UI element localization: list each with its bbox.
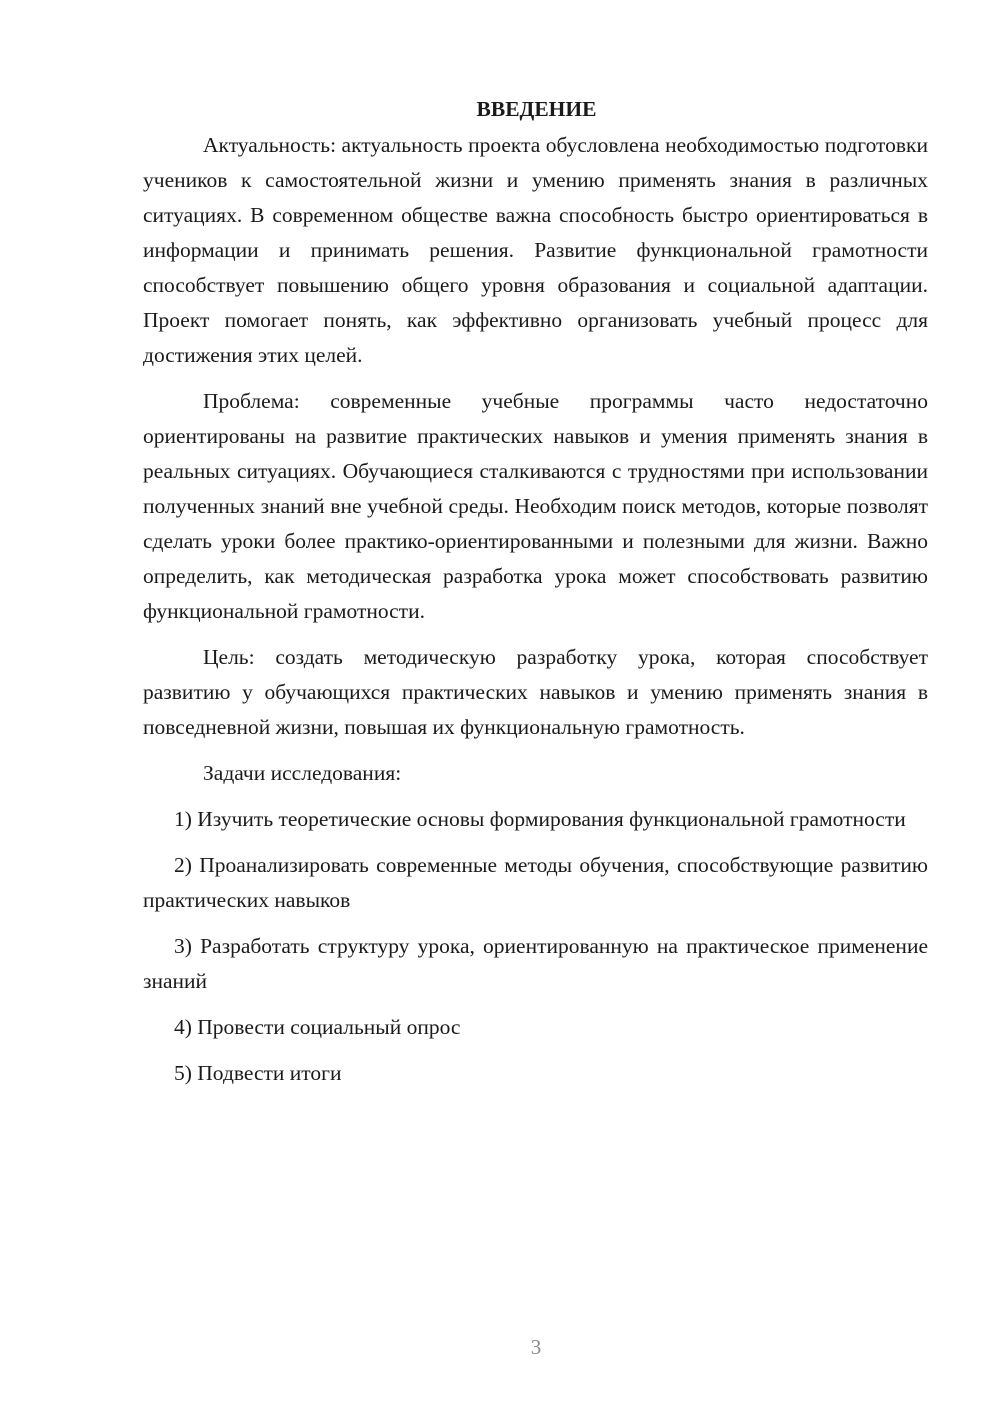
section-title: ВВЕДЕНИЕ	[476, 97, 597, 121]
page-content	[143, 92, 928, 1091]
paragraph-relevance: Актуальность: актуальность проекта обусловлена необходимостью подготовки учеников к самостоятельной жизни и умению применять знания в различных ситуациях. В современном обществе важна способность быстро ориентироваться в информации и принимать решения. Развитие функциональной грамотности способствует повышению общего уровня образования и социальной адаптации. Проект помогает понять, как эффективно организовать учебный процесс для достижения этих целей.	[143, 133, 928, 367]
paragraph-problem: Проблема: современные учебные программы часто недостаточно ориентированы на развитие практических навыков и умения применять знания в реальных ситуациях. Обучающиеся сталкиваются с трудностями при использовании полученных знаний вне учебной среды. Необходим поиск методов, которые позволят сделать уроки более практико-ориентированными и полезными для жизни. Важно определить, как методическая разработка урока может способствовать развитию функциональной грамотности.	[143, 389, 928, 623]
paragraph-goal: Цель: создать методическую разработку урока, которая способствует развитию у обучающихся практических навыков и умению применять знания в повседневной жизни, повышая их функциональную грамотность.	[143, 645, 928, 739]
tasks-heading: Задачи исследования:	[203, 761, 402, 785]
page-number: 3	[530, 1335, 542, 1359]
list-item: 4) Провести социальный опрос	[174, 1015, 461, 1039]
list-item: 5) Подвести итоги	[174, 1061, 342, 1085]
list-item: 2) Проанализировать современные методы обучения, способствующие развитию практических навыков	[143, 853, 928, 912]
list-item: 3) Разработать структуру урока, ориентированную на практическое применение знаний	[143, 934, 928, 993]
tasks-list	[143, 802, 928, 1091]
list-item: 1) Изучить теоретические основы формирования функциональной грамотности	[174, 807, 906, 831]
